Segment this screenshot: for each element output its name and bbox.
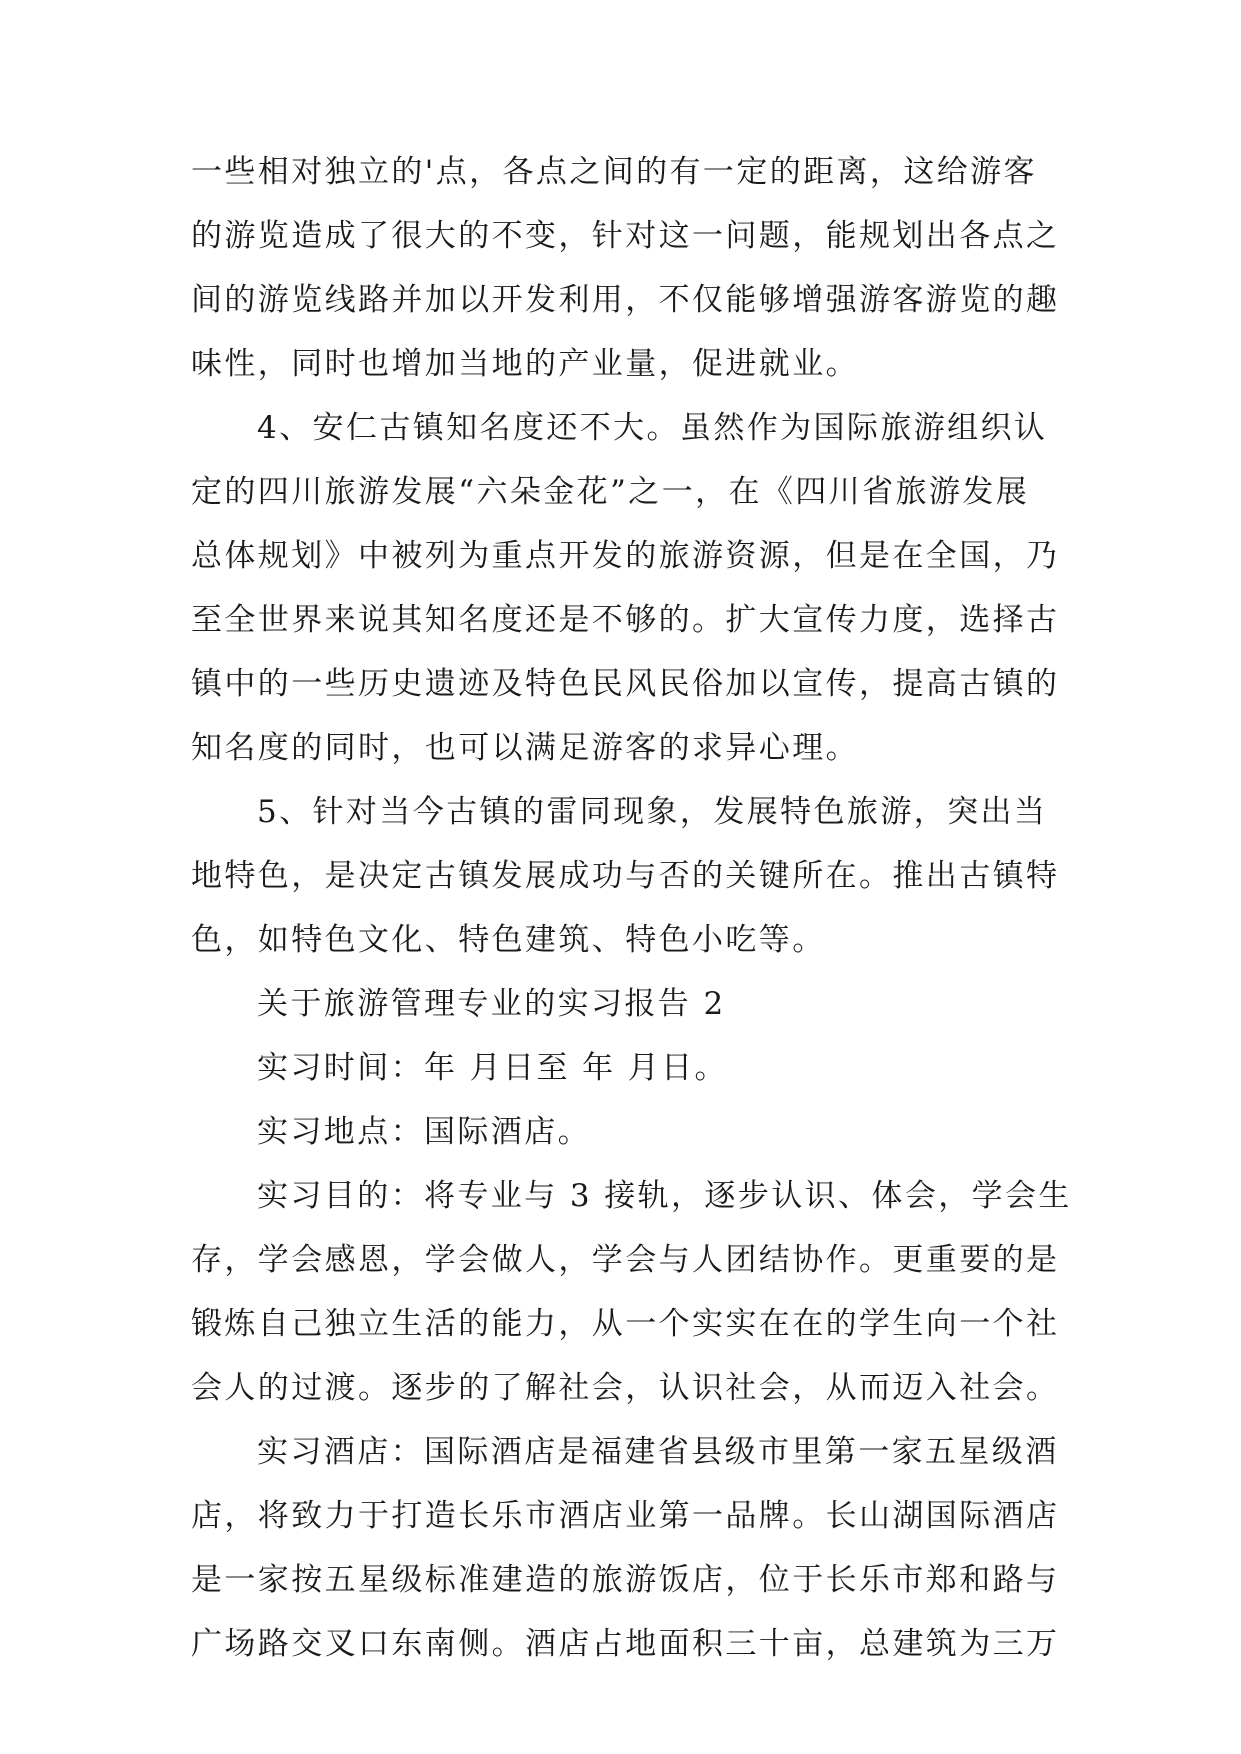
text-line: 存，学会感恩，学会做人，学会与人团结协作。更重要的是: [191, 1242, 1060, 1278]
section-heading: 关于旅游管理专业的实习报告 2: [257, 986, 726, 1022]
text-line-indented: 实习地点：国际酒店。: [257, 1114, 591, 1150]
body-text: [191, 140, 1072, 1676]
text-line-indented: 5、针对当今古镇的雷同现象，发展特色旅游，突出当: [257, 794, 1048, 830]
text-line: 镇中的一些历史遗迹及特色民风民俗加以宣传，提高古镇的: [191, 666, 1060, 702]
text-line: 知名度的同时，也可以满足游客的求异心理。: [191, 730, 859, 766]
text-line: 地特色，是决定古镇发展成功与否的关键所在。推出古镇特: [191, 858, 1060, 894]
text-line-indented: 实习酒店：国际酒店是福建省县级市里第一家五星级酒: [257, 1434, 1059, 1470]
text-line: 一些相对独立的'点，各点之间的有一定的距离，这给游客: [191, 154, 1037, 190]
text-line: 定的四川旅游发展“六朵金花”之一，在《四川省旅游发展: [191, 474, 1030, 510]
text-line: 味性，同时也增加当地的产业量，促进就业。: [191, 346, 859, 382]
text-line: 锻炼自己独立生活的能力，从一个实实在在的学生向一个社: [191, 1306, 1060, 1342]
text-line-indented: 4、安仁古镇知名度还不大。虽然作为国际旅游组织认: [257, 410, 1048, 446]
text-line-indented: 实习时间：年 月日至 年 月日。: [257, 1050, 728, 1086]
text-line-indented: 实习目的：将专业与 3 接轨，逐步认识、体会，学会生: [257, 1178, 1072, 1214]
text-line: 色，如特色文化、特色建筑、特色小吃等。: [191, 922, 826, 958]
text-line: 店，将致力于打造长乐市酒店业第一品牌。长山湖国际酒店: [191, 1498, 1060, 1534]
text-line: 的游览造成了很大的不变，针对这一问题，能规划出各点之: [191, 218, 1060, 254]
text-line: 间的游览线路并加以开发利用，不仅能够增强游客游览的趣: [191, 282, 1060, 318]
text-line: 总体规划》中被列为重点开发的旅游资源，但是在全国，乃: [191, 538, 1060, 574]
text-line: 是一家按五星级标准建造的旅游饭店，位于长乐市郑和路与: [191, 1562, 1060, 1598]
text-line: 会人的过渡。逐步的了解社会，认识社会，从而迈入社会。: [191, 1370, 1060, 1406]
text-line: 至全世界来说其知名度还是不够的。扩大宣传力度，选择古: [191, 602, 1060, 638]
text-line: 广场路交叉口东南侧。酒店占地面积三十亩，总建筑为三万: [191, 1626, 1060, 1662]
